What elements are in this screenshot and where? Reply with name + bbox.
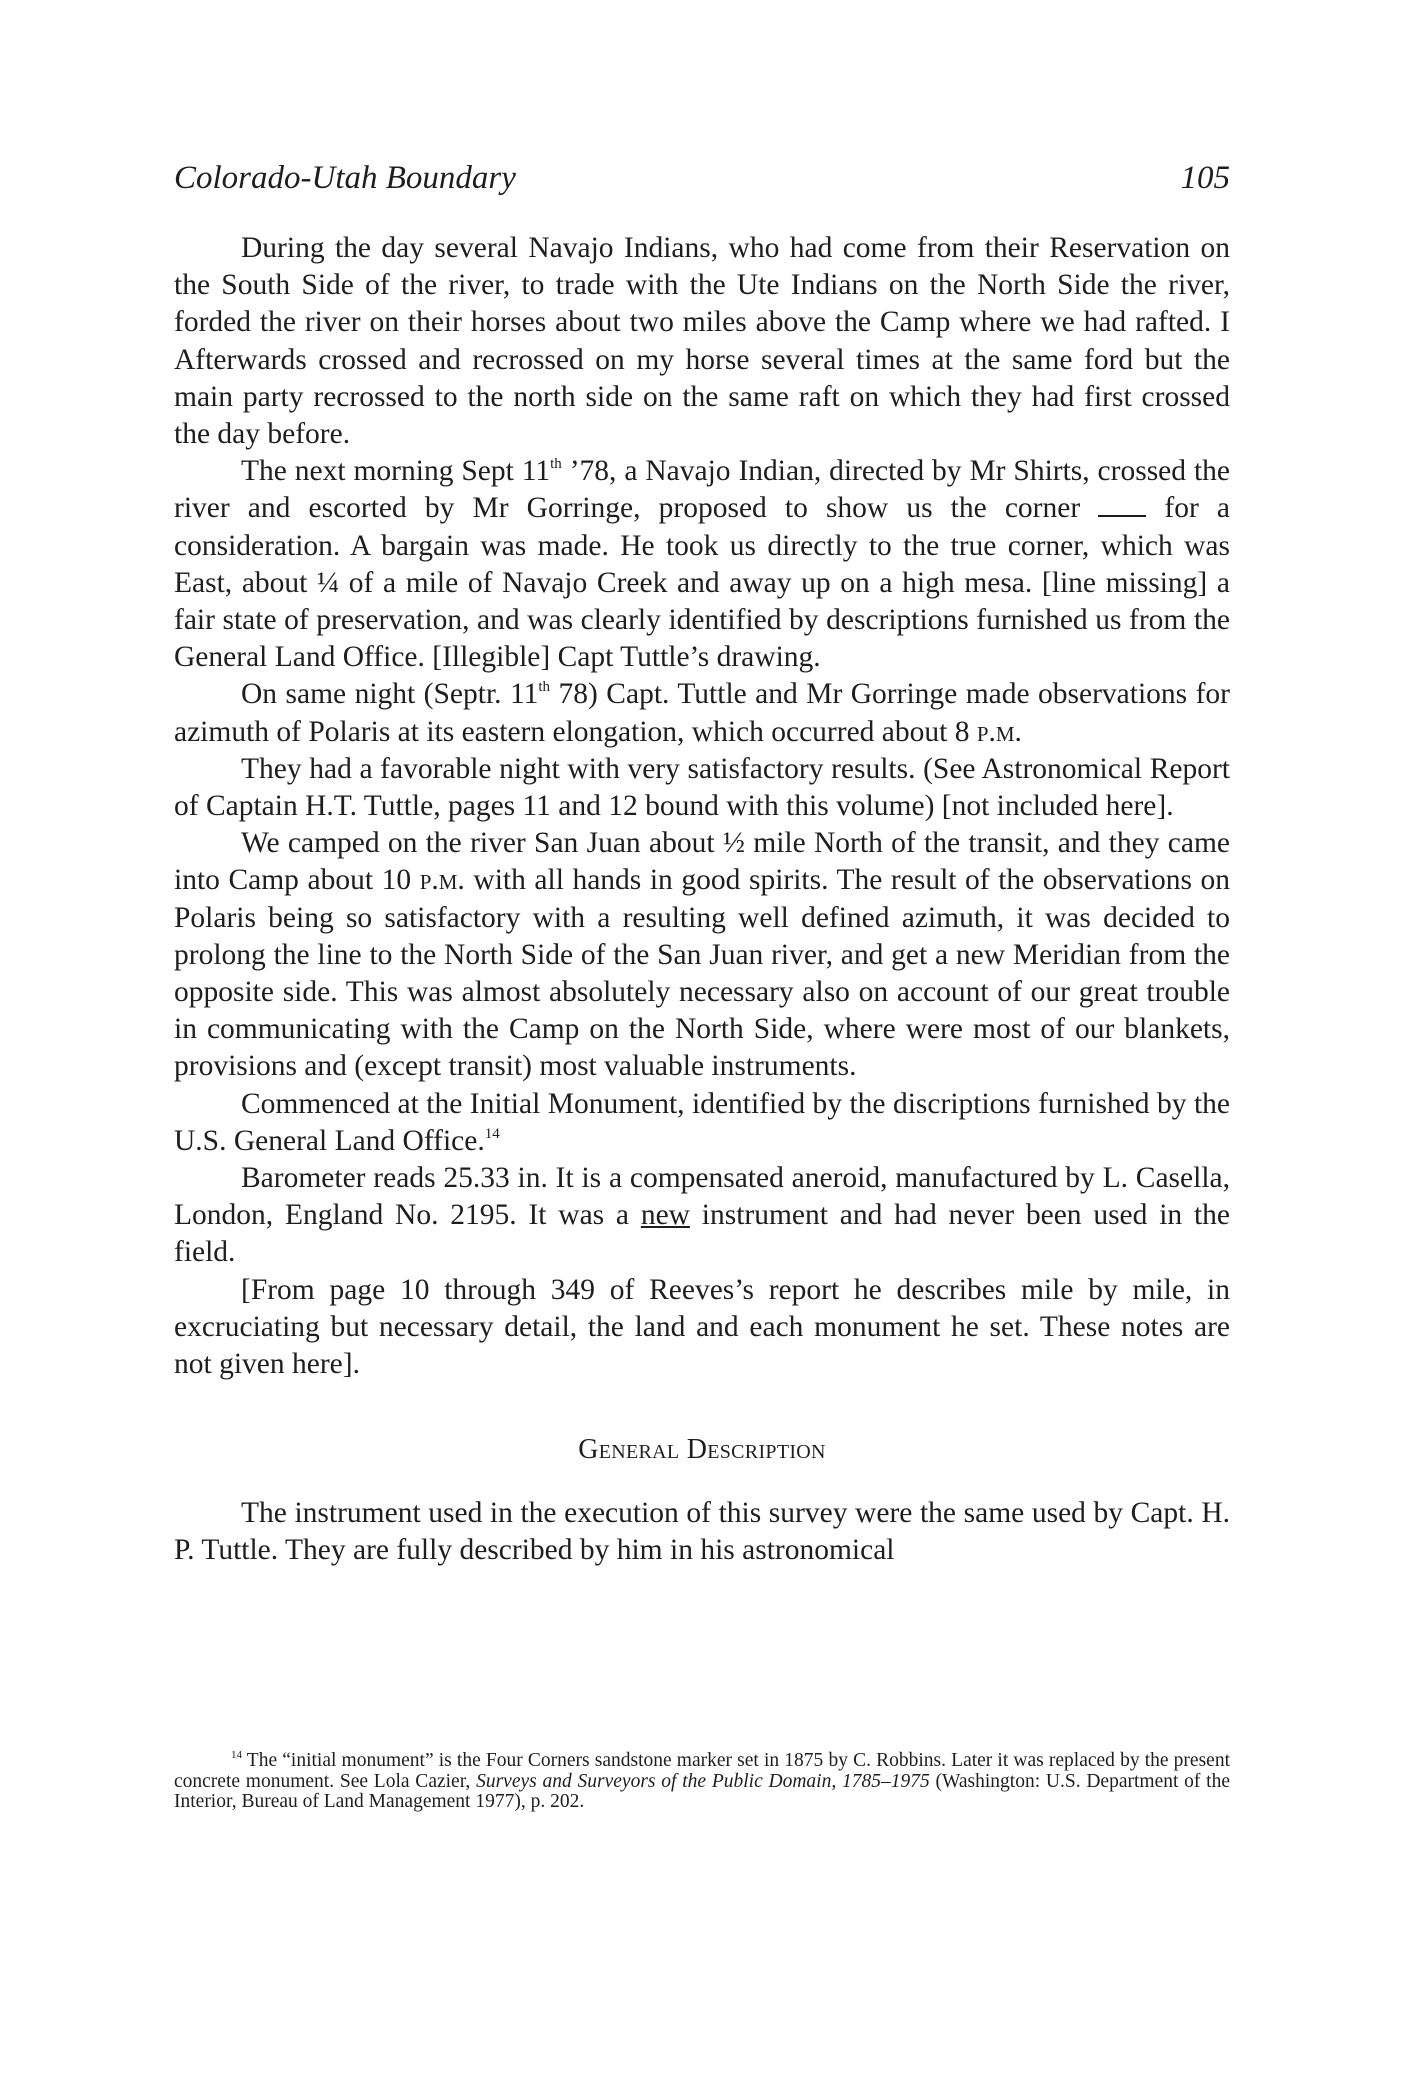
footnote-paragraph [174,1751,1230,1813]
paragraph-editorial-note [174,1272,1230,1384]
paragraph-text: 78) Capt. Tuttle and Mr Gorringe made observations for azimuth of Polaris at its eastern elongation, which occurred about 8 [174,678,1231,748]
time-abbrev: p.m. [419,864,465,897]
underlined-word: new [640,1199,690,1232]
paragraph-text: Commenced at the Initial Monument, identified by the discriptions furnished by the U.S. General Land Office. [174,1087,1230,1157]
paragraph-instruments [174,1495,1230,1569]
paragraph-text: [From page 10 through 349 of Reeves’s report he describes mile by mile, in excruciating but necessary detail, the land and each monument he set. These notes are not given here]. [174,1273,1230,1381]
paragraph-text: The next morning Sept 11 [241,455,551,488]
running-head [174,158,1230,198]
paragraph-text: Barometer reads 25.33 in. It is a compensated aneroid, manufactured by L. Casella, London, England No. 2195. It was a [174,1162,1230,1232]
paragraph-text: ’78, a Navajo Indian, directed by Mr Shirts, crossed the river and escorted by Mr Gorringe, proposed to show us the corner [174,455,1230,525]
paragraph-text: The instrument used in the execution of this survey were the same used by Capt. H. P. Tuttle. They are fully described by him in his astronomical [174,1496,1230,1566]
time-abbrev: p.m. [976,715,1022,748]
running-head-title: Colorado-Utah Boundary [174,160,516,196]
ordinal-suffix: th [550,456,562,473]
paragraph-text: They had a favorable night with very satisfactory results. (See Astronomical Report of Captain H.T. Tuttle, pages 11 and 12 bound with this volume) [not included here]. [174,752,1230,823]
footnote [174,1751,1230,1813]
paragraph-camped [174,825,1230,1085]
paragraph-text: instrument and had never been used in the field. [174,1199,1230,1269]
paragraph-same-night [174,676,1230,750]
paragraph-text: On same night (Septr. 11 [241,678,539,711]
paragraph-favorable-night [174,751,1230,825]
blank-line [1098,514,1146,517]
footnote-text: The “initial monument” is the Four Corners sandstone marker set in 1875 by C. Robbins. Later it was replaced by the present concrete monument. See Lola Cazier, [174,1750,1230,1792]
footnote-text: (Washington: U.S. Department of the Interior, Bureau of Land Management 1977), p. 202. [174,1770,1231,1812]
paragraph-barometer [174,1160,1230,1272]
ordinal-suffix: th [538,679,551,696]
section-heading: General Description [578,1434,826,1466]
paragraph-commenced [174,1086,1230,1160]
paragraph-text: We camped on the river San Juan about ½ mile North of the transit, and they came into Camp about 10 [174,827,1230,897]
footnote-book-title: Surveys and Surveyors of the Public Domain, 1785–1975 [476,1770,930,1792]
footnote-number: 14 [231,1749,242,1761]
paragraph-text: with all hands in good spirits. The result of the observations on Polaris being so satisfactory with a resulting well defined azimuth, it was decided to prolong the line to the North Side of the San Juan river, and get a new Meridian from the opposite side. This was almost absolutely necessary also on account of our great trouble in communicating with the Camp on the North Side, where were most of our blankets, provisions and (except transit) most valuable instruments. [174,864,1230,1083]
paragraph-next-morning [174,453,1230,676]
paragraph-text: During the day several Navajo Indians, who had come from their Reservation on the South Side of the river, to trade with the Ute Indians on the North Side the river, forded the river on their horses about two miles above the Camp where we had rafted. I Afterwards crossed and recrossed on my horse several times at the same ford but the main party recrossed to the north side on the same raft on which they had first crossed the day before. [174,232,1230,451]
paragraph-text: for a consideration. A bargain was made. He took us directly to the true corner, which was East, about ¼ of a mile of Navajo Creek and away up on a high mesa. [line missing] a fair state of preservation, and was clearly identified by descriptions furnished us from the General Land Office. [Illegible] Capt Tuttle’s drawing. [174,492,1230,674]
footnote-reference: 14 [484,1125,500,1142]
page-number: 105 [1180,160,1230,196]
body-text [174,230,1230,1569]
paragraph-navajo-crossing [174,230,1230,453]
